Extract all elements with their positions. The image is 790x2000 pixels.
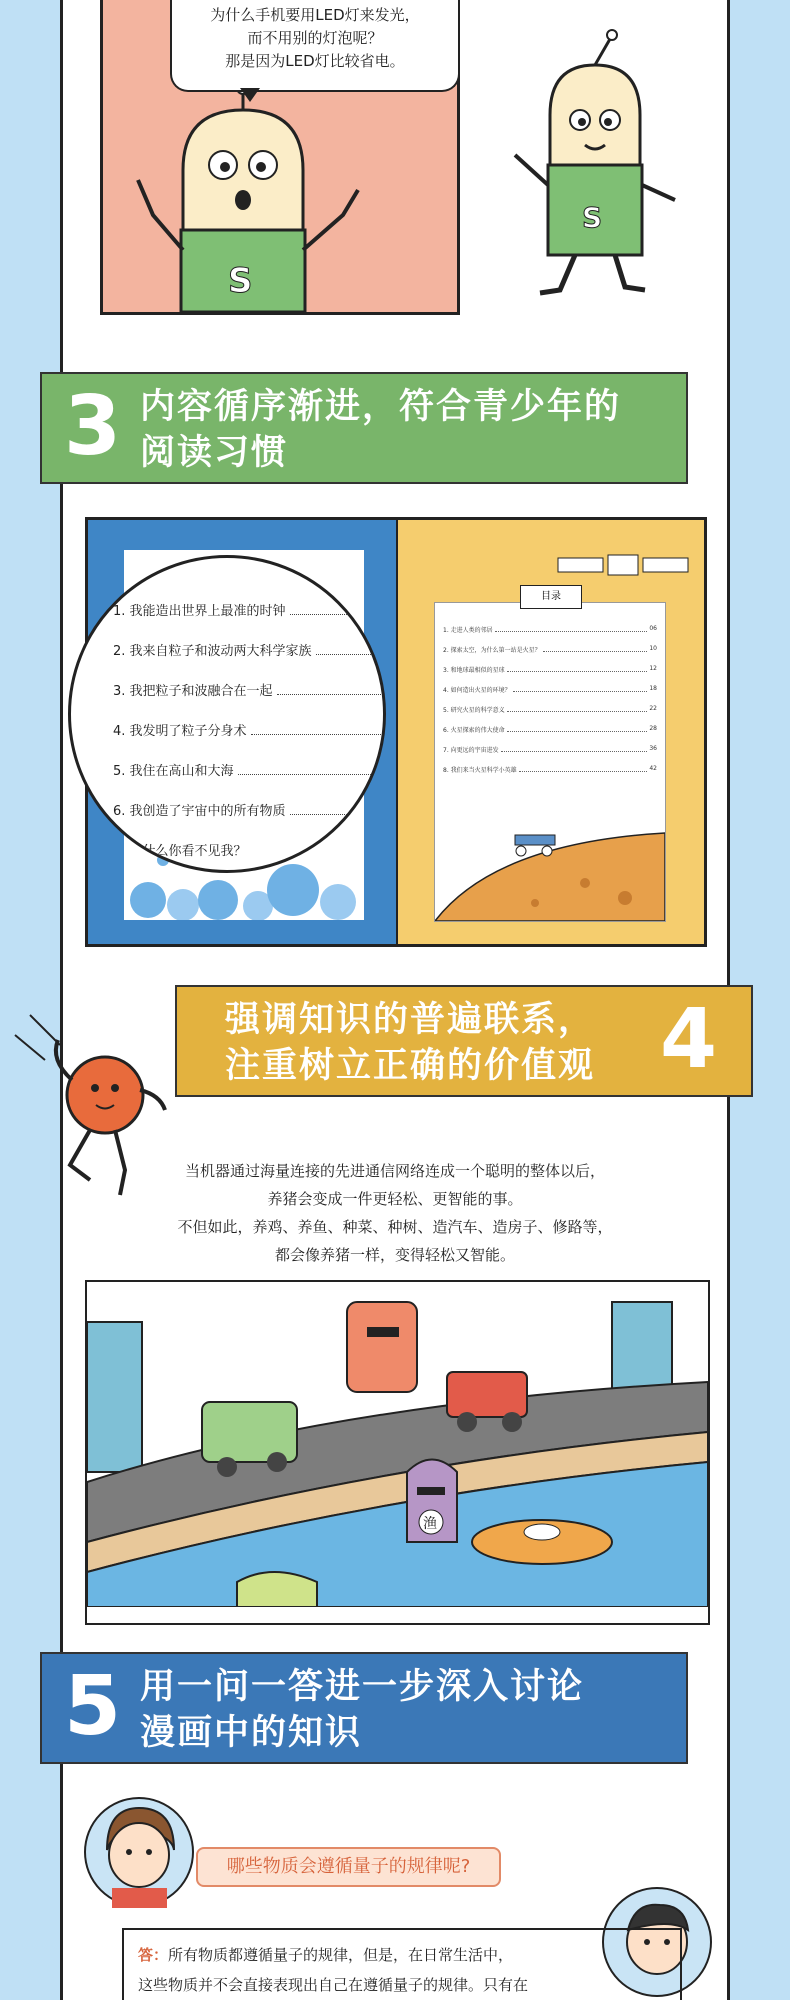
section-number: 5: [64, 1659, 122, 1754]
section-number: 3: [64, 379, 122, 474]
smart-city-illustration: [85, 1280, 710, 1625]
bubble-line: 为什么手机要用LED灯来发光，: [210, 6, 420, 24]
magnifier-item: 6. 我创造了宇宙中的所有物质: [113, 800, 383, 819]
section-title-line: 阅读习惯: [140, 433, 289, 473]
smart-city-drawing: [87, 1282, 708, 1607]
paragraph-line: 都会像养猪一样，变得轻松又智能。: [274, 1246, 515, 1264]
answer-text: 所有物质都遵循量子的规律，但是，在日常生活中，: [168, 1946, 514, 1964]
paragraph-line: 不但如此，养鸡、养鱼、种菜、种树、造汽车、造房子、修路等，: [177, 1218, 613, 1236]
magnifier-item: 3. 我把粒子和波融合在一起: [113, 680, 383, 699]
section-3-banner: [40, 372, 688, 484]
magnifier-item: 5. 我住在高山和大海: [113, 760, 383, 779]
magnifier-item: 4. 我发明了粒子分身术: [113, 720, 383, 739]
answer-box: [122, 1928, 682, 2000]
shirt-letter: S: [582, 201, 603, 234]
bubble-line: 而不用别的灯泡呢？: [247, 29, 383, 47]
book-spread-image: [85, 517, 707, 947]
paragraph-line: 养猪会变成一件更轻松、更智能的事。: [267, 1190, 523, 1208]
section-title: [140, 1664, 584, 1756]
toc-item: 5. 研究火星的科学意义 22: [443, 705, 657, 714]
section-title-line: 用一问一答进一步深入讨论: [140, 1667, 585, 1707]
answer-prefix: 答：: [138, 1946, 169, 1964]
section-title-line: 内容循序渐进，符合青少年的: [140, 387, 622, 427]
question-bubble: 哪些物质会遵循量子的规律呢?: [196, 1847, 501, 1887]
bubble-line: 那是因为LED灯比较省电。: [225, 52, 405, 70]
magnifier-lens: [68, 555, 386, 873]
toc-item: 8. 我们来当火星科学小英雄 42: [443, 765, 657, 774]
toc-item: 2. 探索太空，为什么第一站是火星？ 10: [443, 645, 657, 654]
magnifier-item: 2. 我来自粒子和波动两大科学家族: [113, 640, 383, 659]
section-title: [225, 997, 595, 1089]
toc-item: 7. 向更远的宇宙进发 36: [443, 745, 657, 754]
fishing-badge: 渔: [423, 1516, 437, 1532]
paragraph-line: 当机器通过海量连接的先进通信网络连成一个聪明的整体以后，: [184, 1162, 605, 1180]
robot-character-standing: [500, 25, 690, 300]
speech-bubble-tail: [240, 88, 260, 102]
mars-illustration: [435, 813, 665, 921]
girl-avatar: [82, 1790, 197, 1910]
section-number: 4: [659, 992, 717, 1087]
speech-bubble: [170, 0, 460, 92]
section-title: [140, 384, 621, 476]
toc-item: 1. 走进人类的邻居 06: [443, 625, 657, 634]
book-left-page: [88, 520, 396, 944]
magnifier-item: 7. 为什么你看不见我？: [113, 844, 247, 859]
section-title-line: 漫画中的知识: [140, 1713, 363, 1753]
shirt-letter: S: [228, 261, 253, 301]
toc-item: 4. 如何造出火星的环境？ 18: [443, 685, 657, 694]
toc-item: 3. 和地球最相似的星球 12: [443, 665, 657, 674]
answer-text: 这些物质并不会直接表现出自己在遵循量子的规律。只有在: [138, 1976, 529, 1994]
toc-page: [434, 591, 666, 922]
toc-title: 目录: [520, 585, 582, 609]
section-5-banner: [40, 1652, 688, 1764]
book-right-page: [396, 520, 704, 944]
toc-item: 6. 火星探索的伟大使命 28: [443, 725, 657, 734]
magnifier-item: 1. 我能造出世界上最准的时钟: [113, 600, 383, 619]
section-4-banner: [175, 985, 753, 1097]
satellite-illustration: [548, 530, 698, 600]
section-title-line: 注重树立正确的价值观: [225, 1046, 596, 1086]
section-title-line: 强调知识的普遍联系，: [225, 1000, 596, 1040]
